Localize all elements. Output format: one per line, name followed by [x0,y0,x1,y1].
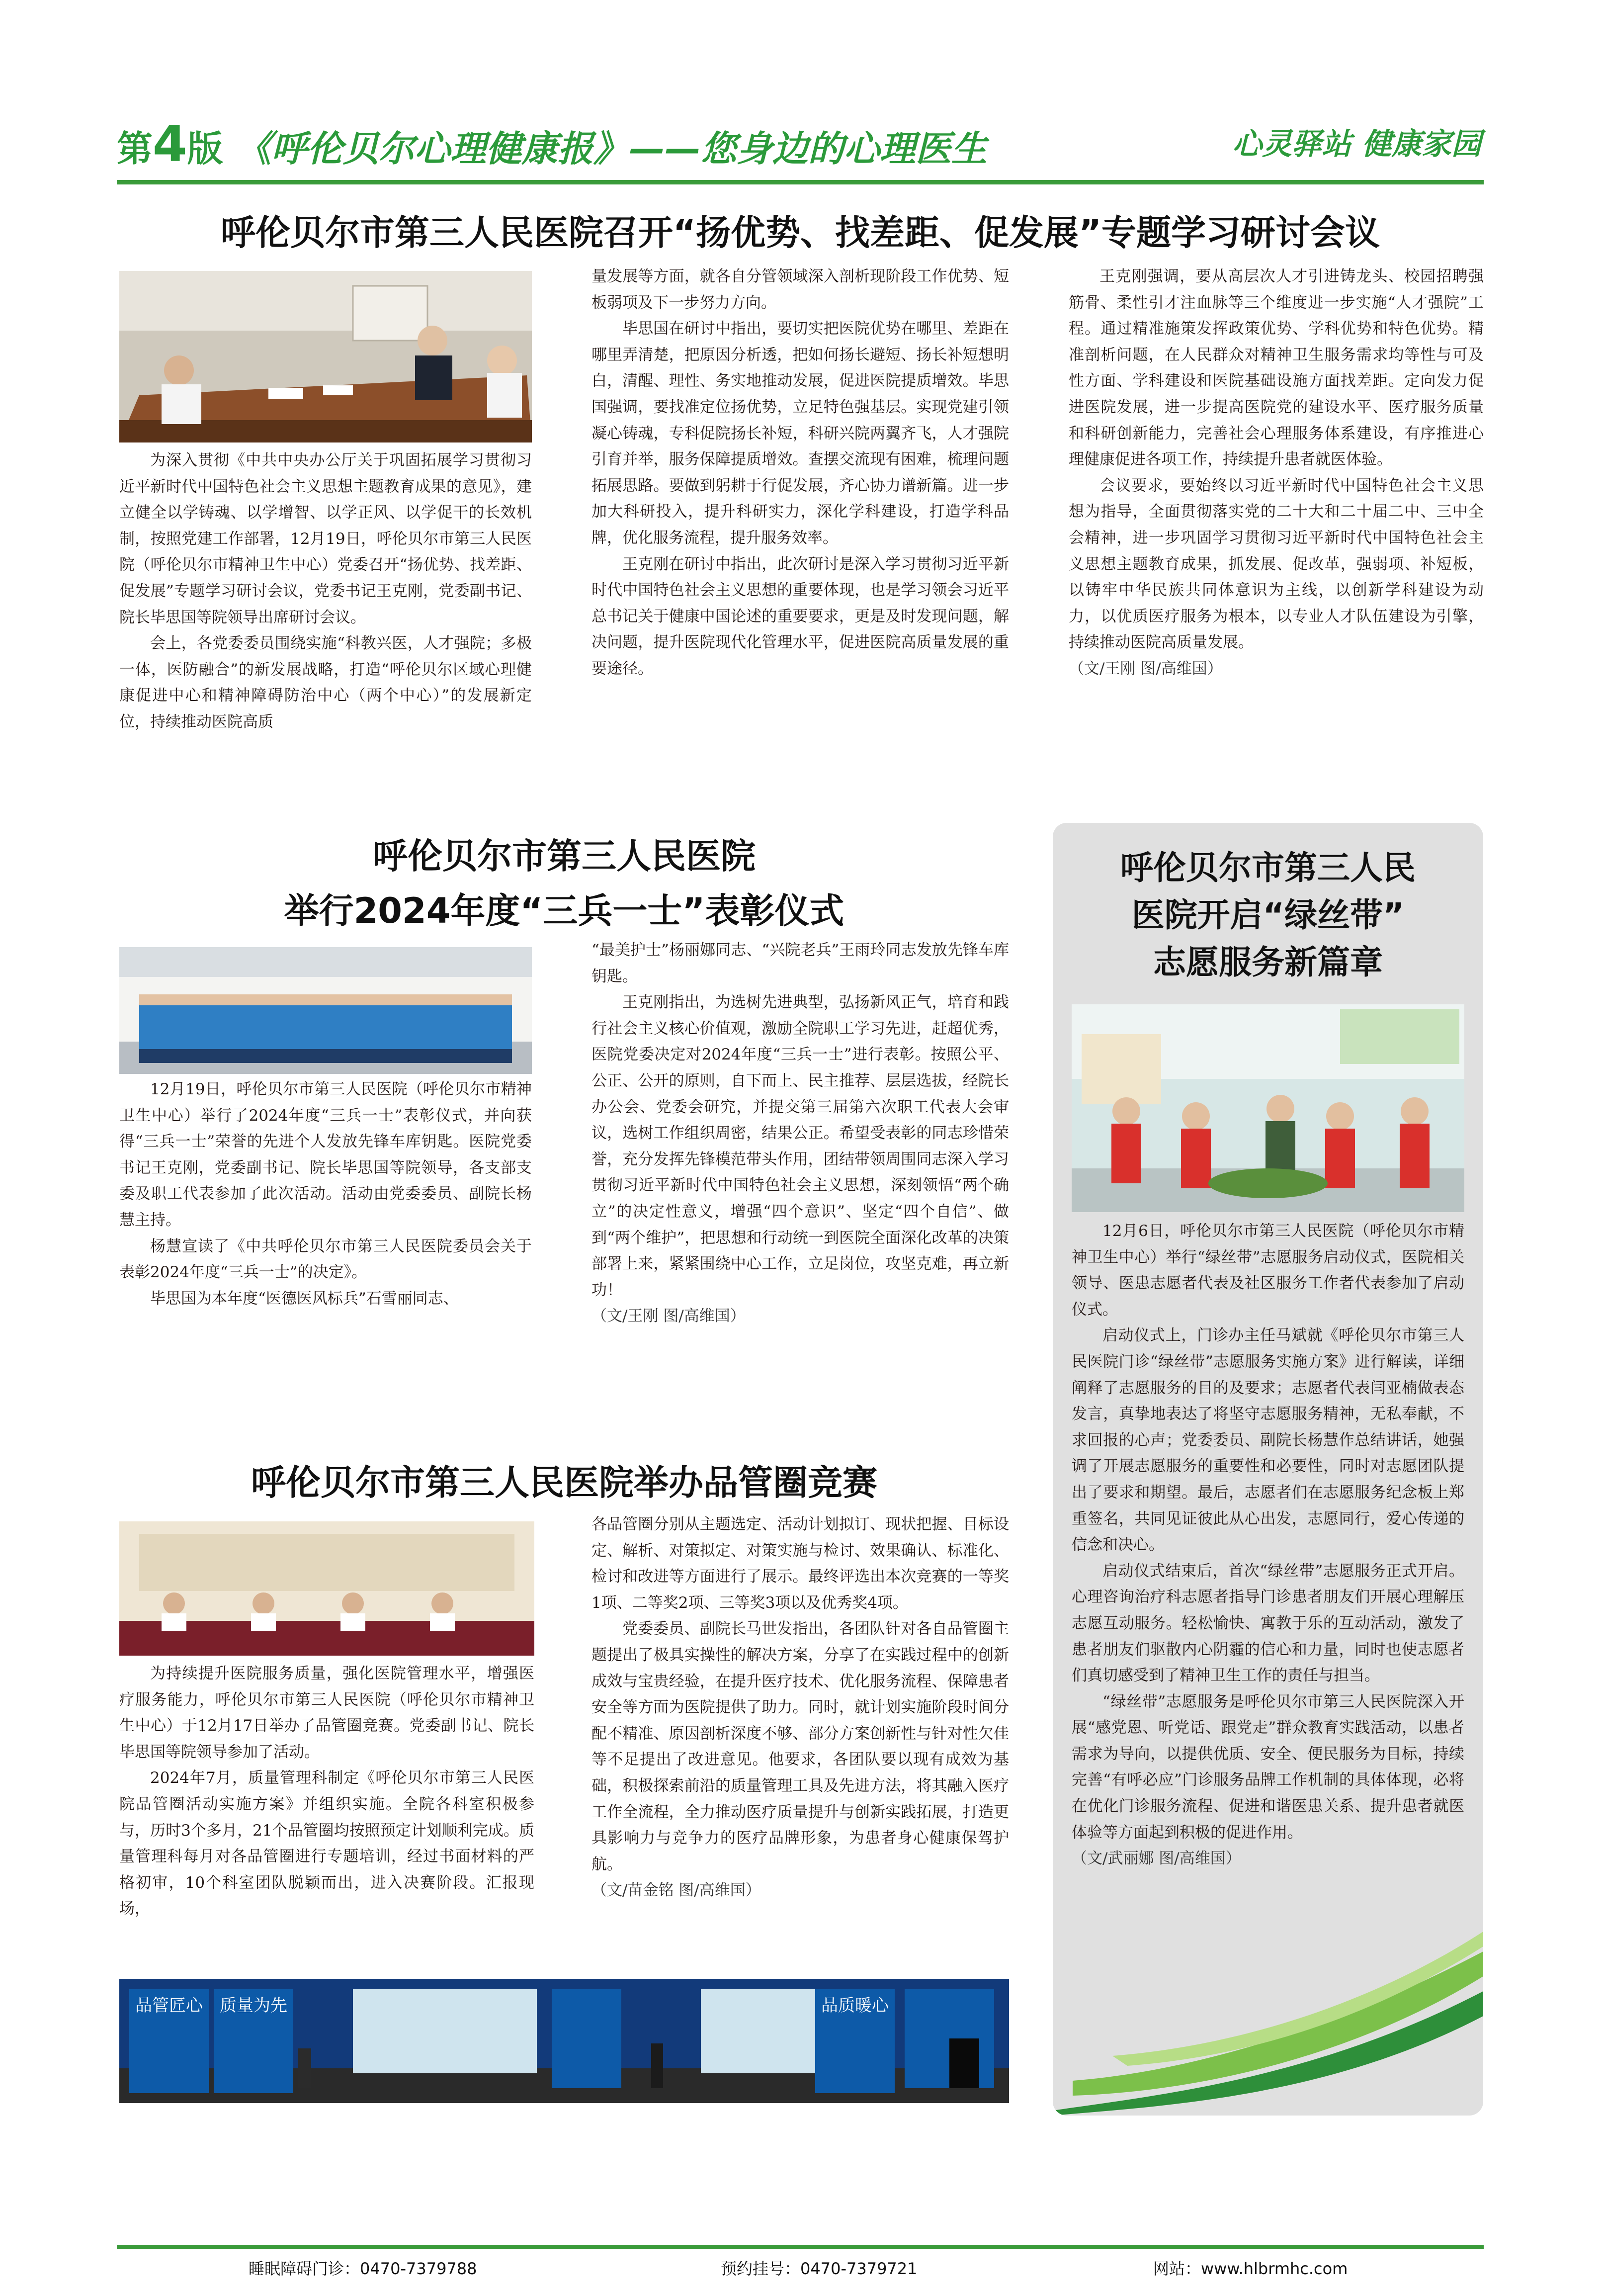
paragraph: 12月6日，呼伦贝尔市第三人民医院（呼伦贝尔市精神卫生中心）举行“绿丝带”志愿服务启动仪式，医院相关领导、医患志愿者代表及社区服务工作者代表参加了启动仪式。 [1072,1222,1464,1319]
article1-column-1 [119,447,532,776]
sidebar-title-line-1: 呼伦贝尔市第三人民 [1120,849,1416,887]
footer-appointment: 预约挂号：0470-7379721 [721,2259,918,2278]
header-motto: 心灵驿站 健康家园 [1232,127,1481,162]
paragraph: 为深入贯彻《中共中央办公厅关于巩固拓展学习贯彻习近平新时代中国特色社会主义思想主题教育成果的意见》，建立健全以学铸魂、以学增智、以学正风、以学促干的长效机制，按照党建工作部署，12月19日，呼伦贝尔市第三人民医院（呼伦贝尔市精神卫生中心）党委召开“扬优势、找差距、促发展”专题学习研讨会议，党委书记王克刚，党委副书记、院长毕思国等院领导出席研讨会议。 [119,451,532,626]
paragraph: 2024年7月，质量管理科制定《呼伦贝尔市第三人民医院品管圈活动实施方案》并组织实施。全院各科室积极参与，历时3个多月，21个品管圈均按照预定计划顺利完成。质量管理科每月对各品管圈进行专题培训，经过书面材料的严格初审，10个科室团队脱颖而出，进入决赛阶段。汇报现场， [119,1769,534,1918]
sidebar-body [1072,1218,1464,1914]
banner-slogan: 品管匠心 [129,1989,209,2093]
footer-rule [117,2245,1484,2249]
credit: （文/苗金铭 图/高维国） [591,1881,761,1900]
article3-title: 呼伦贝尔市第三人民医院举办品管圈竞赛 [251,1462,877,1503]
paragraph: 为持续提升医院服务质量，强化医院管理水平，增强医疗服务能力，呼伦贝尔市第三人民医院（呼伦贝尔市精神卫生中心）于12月17日举办了品管圈竞赛。党委副书记、院长毕思国等院领导参加了活动。 [119,1665,534,1761]
paragraph: 各品管圈分别从主题选定、活动计划拟订、现状把握、目标设定、解析、对策拟定、对策实施与检讨、效果确认、标准化、检讨和改进等方面进行了展示。最终评选出本次竞赛的一等奖1项、二等奖2项、三等奖3项以及优秀奖4项。 [591,1515,1009,1612]
paragraph: 毕思国为本年度“医德医风标兵”石雪丽同志、 [150,1289,459,1308]
article2-column-1 [119,1076,532,1407]
sidebar-photo [1072,1004,1464,1212]
article1-column-2 [591,264,1009,776]
footer-website: 网站：www.hlbrmhc.com [1153,2259,1348,2278]
page-unit: 版 [187,128,223,170]
paragraph: 杨慧宣读了《中共呼伦贝尔市第三人民医院委员会关于表彰2024年度“三兵一士”的决定》。 [119,1237,532,1282]
article1-column-3 [1069,264,1484,791]
article2-photo [119,947,532,1074]
sidebar-green-ribbon [1053,823,1483,2116]
paragraph: “绿丝带”志愿服务是呼伦贝尔市第三人民医院深入开展“感党恩、听党话、跟党走”群众教育实践活动，以患者需求为导向，以提供优质、安全、便民服务为目标，持续完善“有呼必应”门诊服务品牌工作机制的具体体现，必将在优化门诊服务流程、促进和谐医患关系、提升患者就医体验等方面起到积极的促进作用。 [1072,1692,1464,1842]
page-label: 第 [117,128,153,170]
credit: （文/武丽娜 图/高维国） [1072,1850,1241,1868]
header-rule [117,180,1484,184]
article3-column-1 [119,1661,534,1979]
green-ribbon-decoration [1053,1932,1483,2116]
article1-photo [119,271,532,442]
credit: （文/王刚 图/高维国） [1069,659,1223,678]
article1-title: 呼伦贝尔市第三人民医院召开“扬优势、找差距、促发展”专题学习研讨会议 [220,212,1380,253]
page-number: 4 [153,115,187,173]
paragraph: 会议要求，要始终以习近平新时代中国特色社会主义思想为指导，全面贯彻落实党的二十大和二十届二中、三中全会精神，进一步巩固学习贯彻习近平新时代中国特色社会主义思想主题教育成果，抓发展、促改革，强弱项、补短板，以铸牢中华民族共同体意识为主线，以创新学科建设为动力，以优质医疗服务为根本，以专业人才队伍建设为引擎，持续推动医院高质量发展。 [1069,476,1484,652]
article2-title-line-2: 举行2024年度“三兵一士”表彰仪式 [284,890,844,931]
paragraph: 启动仪式上，门诊办主任马斌就《呼伦贝尔市第三人民医院门诊“绿丝带”志愿服务实施方案》进行解读，详细阐释了志愿服务的目的及要求；志愿者代表闫亚楠做表态发言，真挚地表达了将坚守志愿服务精神，无私奉献，不求回报的心声；党委委员、副院长杨慧作总结讲话，她强调了开展志愿服务的重要性和必要性，同时对志愿团队提出了要求和期望。最后，志愿者们在志愿服务纪念板上郑重签名，共同见证彼此从心出发，志愿同行，爱心传递的信念和决心。 [1072,1326,1464,1554]
paragraph: 启动仪式结束后，首次“绿丝带”志愿服务正式开启。心理咨询治疗科志愿者指导门诊患者朋友们开展心理解压志愿互动服务。轻松愉快、寓教于乐的互动活动，激发了患者朋友们驱散内心阴霾的信心和力量，同时也使志愿者们真切感受到了精神卫生工作的责任与担当。 [1072,1562,1464,1685]
page-header [117,117,1061,172]
sidebar-title-line-3: 志愿服务新篇章 [1153,943,1383,981]
paragraph: 王克刚在研讨中指出，此次研讨是深入学习贯彻习近平新时代中国特色社会主义思想的重要体现，也是学习领会习近平总书记关于健康中国论述的重要要求，更是及时发现问题，解决问题，提升医院现代化管理水平，促进医院高质量发展的重要途径。 [591,555,1009,678]
article2-column-2 [591,937,1009,1407]
article3-banner-photo [119,1979,1009,2103]
paragraph: 王克刚强调，要从高层次人才引进铸龙头、校园招聘强筋骨、柔性引才注血脉等三个维度进一步实施“人才强院”工程。通过精准施策发挥政策优势、学科优势和特色优势。精准剖析问题，在人民群众对精神卫生服务需求均等性与可及性方面、学科建设和医院基础设施方面找差距。定向发力促进医院发展，进一步提高医院党的建设水平、医疗服务质量和科研创新能力，完善社会心理服务体系建设，有序推进心理健康促进各项工作，持续提升患者就医体验。 [1069,267,1484,469]
article3-column-2 [591,1511,1009,1974]
paragraph: 党委委员、副院长马世发指出，各团队针对各自品管圈主题提出了极具实操性的解决方案，分享了在实践过程中的创新成效与宝贵经验，在提升医疗技术、优化服务流程、保障患者安全等方面为医院提供了助力。同时，就计划实施阶段时间分配不精准、原因剖析深度不够、部分方案创新性与针对性欠佳等不足提出了改进意见。他要求，各团队要以现有成效为基础，积极探索前沿的质量管理工具及先进方法，将其融入医疗工作全流程，全力推动医疗质量提升与创新实践拓展，打造更具影响力与竞争力的医疗品牌形象，为患者身心健康保驾护航。 [591,1620,1009,1873]
banner-slogan: 品质暖心 [815,1989,895,2093]
sidebar-title-line-2: 医院开启“绿丝带” [1131,896,1405,934]
paper-slogan: 《呼伦贝尔心理健康报》——您身边的心理医生 [235,128,987,170]
paragraph: “最美护士”杨丽娜同志、“兴院老兵”王雨玲同志发放先锋车库钥匙。 [591,941,1009,985]
article3-photo [119,1521,534,1656]
paragraph: 12月19日，呼伦贝尔市第三人民医院（呼伦贝尔市精神卫生中心）举行了2024年度“三兵一士”表彰仪式，并向获得“三兵一士”荣誉的先进个人发放先锋车库钥匙。医院党委书记王克刚，党委副书记、院长毕思国等院领导，各支部支委及职工代表参加了此次活动。活动由党委委员、副院长杨慧主持。 [119,1080,532,1229]
banner-slogan: 质量为先 [214,1989,293,2093]
article2-title-line-1: 呼伦贝尔市第三人民医院 [373,836,756,877]
paragraph: 会上，各党委委员围绕实施“科教兴医，人才强院；多极一体，医防融合”的新发展战略，打造“呼伦贝尔区域心理健康促进中心和精神障碍防治中心（两个中心）”的发展新定位，持续推动医院高质 [119,634,532,731]
credit: （文/王刚 图/高维国） [591,1307,746,1325]
paragraph: 量发展等方面，就各自分管领域深入剖析现阶段工作优势、短板弱项及下一步努力方向。 [591,267,1009,312]
paragraph: 王克刚指出，为选树先进典型，弘扬新风正气，培育和践行社会主义核心价值观，激励全院职工学习先进，赶超优秀，医院党委决定对2024年度“三兵一士”进行表彰。按照公平、公正、公开的原则，自下而上、民主推荐、层层选拔，经院长办公会、党委会研究，并提交第三届第六次职工代表大会审议，选树工作组织周密，结果公正。希望受表彰的同志珍惜荣誉，充分发挥先锋模范带头作用，团结带领周围同志深入学习贯彻习近平新时代中国特色社会主义思想，深刻领悟“两个确立”的决定性意义，增强“四个意识”、坚定“四个自信”、做到“两个维护”，把思想和行动统一到医院全面深化改革的决策部署上来，紧紧围绕中心工作，立足岗位，攻坚克难，再立新功！ [591,993,1009,1299]
footer-sleep-clinic: 睡眠障碍门诊：0470-7379788 [249,2259,477,2278]
paragraph: 毕思国在研讨中指出，要切实把医院优势在哪里、差距在哪里弄清楚，把原因分析透，把如何扬长避短、扬长补短想明白，清醒、理性、务实地推动发展，促进医院提质增效。毕思国强调，要找准定位扬优势，立足特色强基层。实现党建引领凝心铸魂，专科促院扬长补短，科研兴院两翼齐飞，人才强院引育并举，服务保障提质增效。查摆交流现有困难，梳理问题拓展思路。要做到躬耕于行促发展，齐心协力谱新篇。进一步加大科研投入，提升科研实力，深化学科建设，打造学科品牌，优化服务流程，提升服务效率。 [591,320,1009,547]
